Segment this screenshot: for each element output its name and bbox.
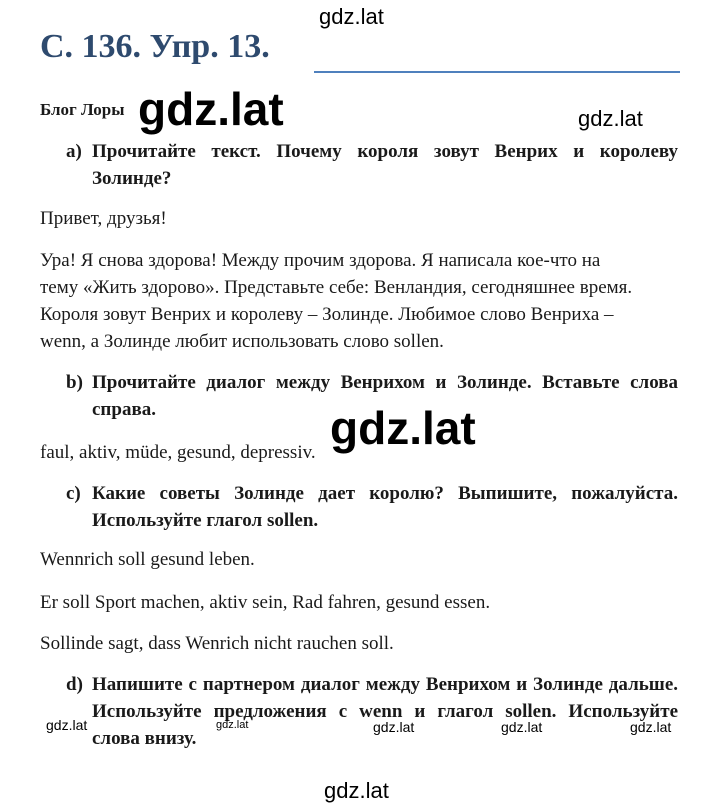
answer-line: Wennrich soll gesund leben.	[40, 549, 255, 570]
task-b-text: Прочитайте диалог между Венрихом и Золинде. Вставьте слова справа.	[92, 372, 678, 420]
paragraph-line: wenn, а Золинде любит использовать слово sollen.	[40, 331, 444, 352]
task-a-text: Прочитайте текст. Почему короля зовут Венрих и королеву Золинде?	[92, 141, 678, 189]
answer-line: Sollinde sagt, dass Wenrich nicht rauchen soll.	[40, 633, 394, 654]
task-d	[66, 671, 678, 752]
task-c	[66, 480, 678, 534]
word-list: faul, aktiv, müde, gesund, depressiv.	[40, 442, 316, 463]
watermark-large: gdz.lat	[330, 402, 476, 454]
watermark-right: gdz.lat	[578, 106, 643, 131]
paragraph-line: тему «Жить здорово». Представьте себе: Венландия, сегодняшнее время.	[40, 277, 633, 298]
answer-line: Er soll Sport machen, aktiv sein, Rad fahren, gesund essen.	[40, 592, 491, 613]
paragraph-line: Короля зовут Венрих и королеву – Золинде. Любимое слово Венриха –	[40, 304, 614, 325]
task-d-text: Напишите с партнером диалог между Венрихом и Золинде дальше. Используйте предложения с wenn и глагол sollen. Используйте слова внизу.	[92, 674, 678, 749]
task-b-label: b)	[66, 372, 83, 393]
page-title: С. 136. Упр. 13.	[40, 28, 270, 65]
watermark-small: gdz.lat	[216, 719, 249, 731]
watermark-bottom: gdz.lat	[324, 778, 389, 803]
watermark-small: gdz.lat	[373, 719, 415, 735]
title-underline	[314, 71, 680, 73]
watermark-small: gdz.lat	[501, 719, 543, 735]
task-a-label: a)	[66, 141, 82, 162]
blog-paragraph	[40, 247, 678, 355]
greeting: Привет, друзья!	[40, 208, 167, 229]
task-a	[66, 138, 678, 192]
task-c-label: c)	[66, 483, 81, 504]
task-c-text: Какие советы Золинде дает королю? Выпишите, пожалуйста. Используйте глагол sollen.	[92, 483, 678, 531]
paragraph-line: Ура! Я снова здорова! Между прочим здорова. Я написала кое-что на	[40, 250, 601, 271]
task-d-label: d)	[66, 674, 83, 695]
blog-title: Блог Лоры	[40, 100, 125, 119]
watermark-small: gdz.lat	[46, 717, 88, 733]
watermark-small: gdz.lat	[630, 719, 672, 735]
watermark-large: gdz.lat	[138, 83, 284, 135]
watermark-top: gdz.lat	[319, 4, 384, 29]
